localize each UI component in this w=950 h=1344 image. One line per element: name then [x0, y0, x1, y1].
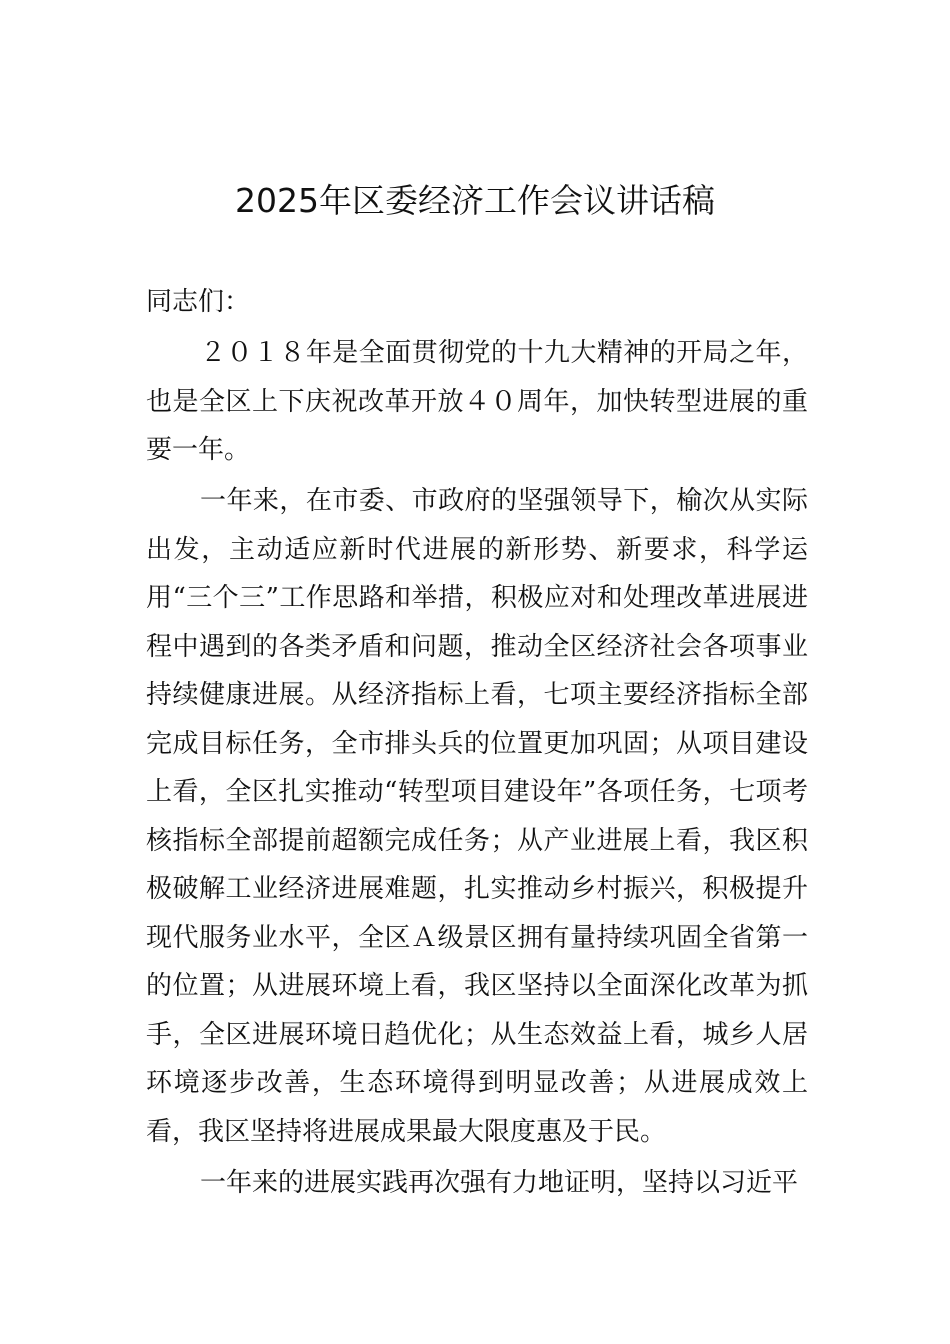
paragraph-3: 一年来的进展实践再次强有力地证明，坚持以习近平 — [200, 1167, 799, 1198]
document-title: 2025年区委经济工作会议讲话稿 — [235, 181, 715, 220]
paragraph-1: ２０１８年是全面贯彻党的十九大精神的开局之年，也是全区上下庆祝改革开放４０周年，加快转型进展的重要一年。 — [146, 338, 808, 465]
salutation: 同志们： — [146, 287, 251, 317]
document-body — [146, 278, 808, 1210]
paragraph-2: 一年来，在市委、市政府的坚强领导下，榆次从实际出发，主动适应新时代进展的新形势、新要求，科学运用“三个三”工作思路和举措，积极应对和处理改革进展进程中遇到的各类矛盾和问题，推动全区经济社会各项事业持续健康进展。从经济指标上看，七项主要经济指标全部完成目标任务，全市排头兵的位置更加巩固；从项目建设上看，全区扎实推动“转型项目建设年”各项任务，七项考核指标全部提前超额完成任务；从产业进展上看，我区积极破解工业经济进展难题，扎实推动乡村振兴，积极提升现代服务业水平，全区Ａ级景区拥有量持续巩固全省第一的位置；从进展环境上看，我区坚持以全面深化改革为抓手，全区进展环境日趋优化；从生态效益上看，城乡人居环境逐步改善，生态环境得到明显改善；从进展成效上看，我区坚持将进展成果最大限度惠及于民。 — [146, 486, 808, 1147]
